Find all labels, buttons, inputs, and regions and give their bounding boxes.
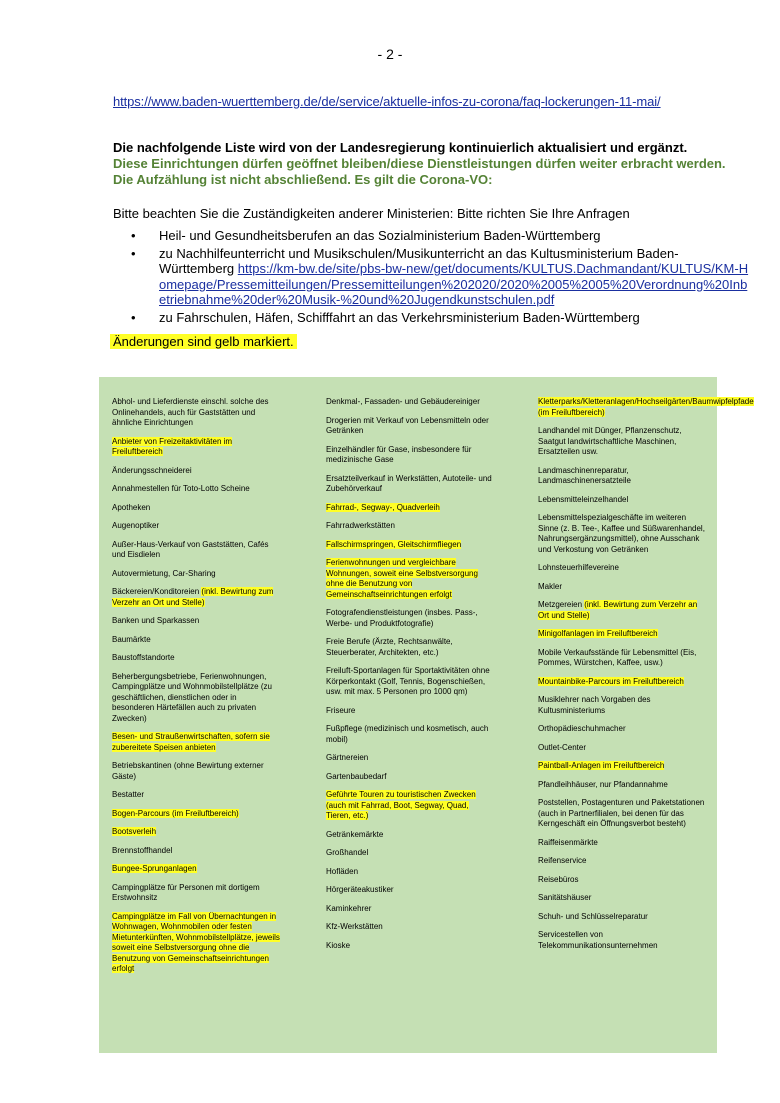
list-item-text: Landhandel mit Dünger, Pflanzenschutz, Saatgut landwirtschaftliche Maschinen, Ersatzteilen usw. — [538, 426, 682, 456]
list-item-text: Geführte Touren zu touristischen Zwecken (auch mit Fahrrad, Boot, Segway, Quad, Tieren, etc.) — [326, 790, 476, 820]
changes-note: Änderungen sind gelb markiert. — [110, 334, 297, 349]
list-item — [326, 637, 494, 658]
list-item-text: Mobile Verkaufsstände für Lebensmittel (Eis, Pommes, Würstchen, Kaffee, usw.) — [538, 647, 697, 667]
list-item-text: Bogen-Parcours (im Freiluftbereich) — [112, 808, 239, 818]
ministry-item-health: • Heil- und Gesundheitsberufen an das Sozialministerium Baden-Württemberg — [113, 228, 753, 244]
list-item-text: Augenoptiker — [112, 521, 160, 530]
list-item-text: Bungee-Sprunganlagen — [112, 864, 197, 873]
list-item — [326, 521, 494, 532]
list-item-text: Sanitätshäuser — [538, 893, 592, 902]
list-item — [538, 798, 706, 830]
list-item-text: Ferienwohnungen und vergleichbare Wohnungen, soweit eine Selbstversorgung ohne die Benutzung von Gemeinschaftseinrichtungen erfolgt — [326, 558, 478, 599]
list-item — [112, 616, 280, 627]
list-item — [112, 761, 280, 782]
list-item — [538, 743, 706, 754]
list-item-text: Großhandel — [326, 848, 369, 857]
list-item-text: Kioske — [326, 940, 351, 950]
list-item — [538, 600, 706, 621]
list-item — [538, 875, 706, 886]
list-item-text: Kaminkehrer — [326, 903, 372, 913]
list-item — [112, 437, 280, 458]
list-item-text: Getränkemärkte — [326, 829, 384, 839]
list-item — [538, 648, 706, 669]
column-3 — [538, 397, 754, 959]
list-item-text: Campingplätze im Fall von Übernachtungen in Wohnwagen, Wohnmobilen oder festen Mietunterkünften, Wohnmobilstellplätze, jeweils soweit eine Selbstversorgung ohne die Benutzung von Gemeinschaftseinrichtungen erfolgt — [112, 911, 280, 973]
list-item-text: Metzgereien — [538, 600, 583, 609]
list-item — [326, 941, 494, 952]
list-item-text: Outlet-Center — [538, 742, 587, 752]
list-item-text: Autovermietung, Car-Sharing — [112, 568, 216, 578]
intro-text — [113, 140, 753, 188]
list-item — [112, 809, 280, 820]
list-item-highlight: (inkl. Bewirtung zum Verzehr an Ort und Stelle) — [112, 587, 274, 607]
list-item-text: Hofläden — [326, 866, 359, 876]
list-item-text: Brennstoffhandel — [112, 845, 173, 855]
list-item-text: Anbieter von Freizeitaktivitäten im Freiluftbereich — [112, 436, 233, 456]
list-item-text: Reifenservice — [538, 856, 587, 865]
list-item — [538, 563, 706, 574]
culture-ministry-link[interactable]: https://km-bw.de/site/pbs-bw-new/get/documents/KULTUS.Dachmandant/KULTUS/KM-Homepage/Pressemitteilungen/Pressemitteilungen%202020/2020%2005%2005%20Verordnung%20Inbetriebnahme%20der%20Musik-%20und%20Jugendkunstschulen.pdf — [159, 261, 749, 308]
list-item — [112, 503, 280, 514]
list-item-text: Betriebskantinen (ohne Bewirtung externer Gäste) — [112, 761, 264, 781]
list-item-highlight: (inkl. Bewirtung zum Verzehr an Ort und Stelle) — [538, 600, 698, 620]
list-item — [326, 445, 494, 466]
list-item-text: Orthopädieschuhmacher — [538, 724, 626, 733]
list-item — [112, 790, 280, 801]
list-item-text: Campingplätze für Personen mit dortigem Erstwohnsitz — [112, 882, 260, 902]
list-item — [112, 521, 280, 532]
list-item — [538, 582, 706, 593]
list-item — [112, 653, 280, 664]
list-item-text: Poststellen, Postagenturen und Paketstationen (auch in Partnerfilialen, bei denen für das Kerngeschäft ein Öffnungsverbot besteht) — [538, 798, 705, 828]
list-item-text: Freiluft-Sportanlagen für Sportaktivitäten ohne Körperkontakt (Golf, Tennis, Bogenschießen, usw. mit max. 5 Personen pro 1000 qm) — [326, 666, 490, 696]
list-item-text: Minigolfanlagen im Freiluftbereich — [538, 629, 658, 638]
list-item — [326, 922, 494, 933]
column-2 — [326, 397, 494, 959]
list-item — [538, 761, 706, 772]
list-item-text: Kfz-Werkstätten — [326, 922, 383, 931]
list-item-text: Fußpflege (medizinisch und kosmetisch, auch mobil) — [326, 724, 489, 744]
list-item — [538, 397, 754, 418]
list-item — [326, 474, 494, 495]
list-item — [326, 397, 494, 408]
list-item-text: Freie Berufe (Ärzte, Rechtsanwälte, Steuerberater, Architekten, etc.) — [326, 637, 453, 657]
list-item — [538, 513, 706, 555]
list-item — [326, 416, 494, 437]
list-item-text: Ersatzteilverkauf in Werkstätten, Autoteile- und Zubehörverkauf — [326, 473, 492, 493]
list-item — [538, 426, 706, 458]
list-item — [326, 706, 494, 717]
list-item-text: Servicestellen von Telekommunikationsunternehmen — [538, 930, 658, 950]
list-item-text: Lohnsteuerhilfevereine — [538, 563, 619, 572]
list-item-text: Friseure — [326, 705, 356, 715]
list-item — [326, 904, 494, 915]
list-item — [326, 848, 494, 859]
list-item — [326, 885, 494, 896]
list-item-text: Schuh- und Schlüsselreparatur — [538, 911, 648, 921]
list-item-text: Paintball-Anlagen im Freiluftbereich — [538, 761, 665, 770]
list-item-text: Apotheken — [112, 502, 151, 512]
list-item-text: Änderungsschneiderei — [112, 465, 192, 475]
list-item-text: Raiffeisenmärkte — [538, 837, 598, 847]
list-item — [538, 912, 706, 923]
list-item-text: Fahrradwerkstätten — [326, 521, 395, 530]
list-item — [112, 912, 280, 975]
intro-line-2: Diese Einrichtungen dürfen geöffnet bleiben/diese Dienstleistungen dürfen weiter erbracht werden. — [113, 156, 726, 171]
list-item-text: Drogerien mit Verkauf von Lebensmitteln oder Getränken — [326, 415, 489, 435]
list-item — [538, 466, 706, 487]
list-item-text: Bootsverleih — [112, 827, 157, 836]
list-item — [112, 635, 280, 646]
list-item — [538, 893, 706, 904]
list-item — [326, 772, 494, 783]
list-item — [326, 753, 494, 764]
intro-line-3: Die Aufzählung ist nicht abschließend. Es gilt die Corona-VO: — [113, 172, 493, 187]
list-item — [112, 587, 280, 608]
list-item — [326, 724, 494, 745]
list-item-text: Einzelhändler für Gase, insbesondere für medizinische Gase — [326, 444, 472, 464]
list-item — [538, 495, 706, 506]
list-item-text: Bäckereien/Konditoreien — [112, 587, 200, 596]
list-item — [112, 484, 280, 495]
list-item — [112, 883, 280, 904]
allowed-services-box — [99, 377, 754, 1053]
list-item — [112, 864, 280, 875]
list-item — [326, 558, 494, 600]
list-item-text: Annahmestellen für Toto-Lotto Scheine — [112, 484, 250, 493]
list-item — [538, 780, 706, 791]
list-item-text: Reisebüros — [538, 874, 579, 884]
list-item — [112, 540, 280, 561]
list-item — [538, 677, 706, 688]
list-item — [112, 466, 280, 477]
list-item — [112, 672, 280, 725]
ministry-item-culture: • zu Nachhilfeunterricht und Musikschulen/Musikunterricht an das Kultusministerium Baden-Württemberg https://km-bw.de/site/pbs-bw-new/get/documents/KULTUS.Dachmandant/KULTUS/KM-Homepage/Pressemitteilungen/Pressemitteilungen%202020/2020%2005%2005%20Verordnung%20Inbetriebnahme%20der%20Musik-%20und%20Jugendkunstschulen.pdf — [113, 246, 753, 308]
list-item — [112, 827, 280, 838]
list-item-text: Gärtnereien — [326, 753, 369, 762]
list-item — [326, 608, 494, 629]
list-item — [112, 732, 280, 753]
list-item — [112, 846, 280, 857]
page-number: - 2 - — [377, 46, 403, 62]
list-item-text: Banken und Sparkassen — [112, 616, 200, 625]
list-item — [538, 695, 706, 716]
list-item-text: Pfandleihhäuser, nur Pfandannahme — [538, 779, 668, 789]
column-1 — [112, 397, 280, 983]
list-item-text: Denkmal-, Fassaden- und Gebäudereiniger — [326, 397, 480, 406]
list-item-text: Mountainbike-Parcours im Freiluftbereich — [538, 676, 684, 686]
list-item — [326, 540, 494, 551]
list-item-text: Außer-Haus-Verkauf von Gaststätten, Cafés und Eisdielen — [112, 539, 269, 559]
list-item — [326, 790, 494, 822]
ministry-item-transport: • zu Fahrschulen, Häfen, Schifffahrt an das Verkehrsministerium Baden-Württemberg — [113, 310, 753, 326]
list-item — [538, 724, 706, 735]
list-item — [326, 830, 494, 841]
list-item — [112, 397, 280, 429]
list-item — [538, 629, 706, 640]
ministries-list — [113, 228, 753, 328]
list-item — [538, 838, 706, 849]
source-link[interactable]: https://www.baden-wuerttemberg.de/de/service/aktuelle-infos-zu-corona/faq-lockerungen-11-mai/ — [113, 94, 661, 109]
list-item-text: Lebensmittelspezialgeschäfte im weiteren Sinne (z. B. Tee-, Kaffee und Süßwarenhandel, Nahrungsergänzungsmittel), ohne Ausschank und Verkostung von Getränken — [538, 513, 705, 554]
ministries-note: Bitte beachten Sie die Zuständigkeiten anderer Ministerien: Bitte richten Sie Ihre Anfragen — [113, 206, 630, 221]
list-item-text: Fallschirmspringen, Gleitschirmfliegen — [326, 539, 462, 549]
list-item-text: Landmaschinenreparatur, Landmaschinenersatzteile — [538, 465, 631, 485]
list-item-text: Abhol- und Lieferdienste einschl. solche des Onlinehandels, auch für Gaststätten und ähnliche Einrichtungen — [112, 397, 269, 427]
list-item — [538, 930, 706, 951]
list-item-text: Baustoffstandorte — [112, 653, 175, 662]
list-item — [326, 666, 494, 698]
list-item-text: Makler — [538, 581, 563, 591]
list-item-text: Musiklehrer nach Vorgaben des Kultusministeriums — [538, 695, 651, 715]
list-item-text: Fahrrad-, Segway-, Quadverleih — [326, 502, 440, 512]
list-item-text: Lebensmitteleinzelhandel — [538, 494, 629, 504]
list-item — [538, 856, 706, 867]
list-item-text: Bestatter — [112, 790, 145, 799]
list-item — [326, 503, 494, 514]
list-item — [326, 867, 494, 878]
list-item — [112, 569, 280, 580]
list-item-text: Baumärkte — [112, 634, 151, 644]
list-item-text: Kletterparks/Kletteranlagen/Hochseilgärten/Baumwipfelpfade (im Freiluftbereich) — [538, 397, 754, 417]
list-item-text: Beherbergungsbetriebe, Ferienwohnungen, Campingplätze und Wohnmobilstellplätze (zu geschäftlichen, dienstlichen oder in besonderen Härtefällen auch zu privaten Zwecken) — [112, 671, 272, 723]
intro-line-1: Die nachfolgende Liste wird von der Landesregierung kontinuierlich aktualisiert und ergänzt. — [113, 140, 688, 155]
list-item-text: Besen- und Straußenwirtschaften, sofern sie zubereitete Speisen anbieten — [112, 732, 270, 752]
list-item-text: Fotografendienstleistungen (insbes. Pass-, Werbe- und Produktfotografie) — [326, 608, 478, 628]
list-item-text: Gartenbaubedarf — [326, 771, 387, 781]
list-item-text: Hörgeräteakustiker — [326, 885, 394, 894]
